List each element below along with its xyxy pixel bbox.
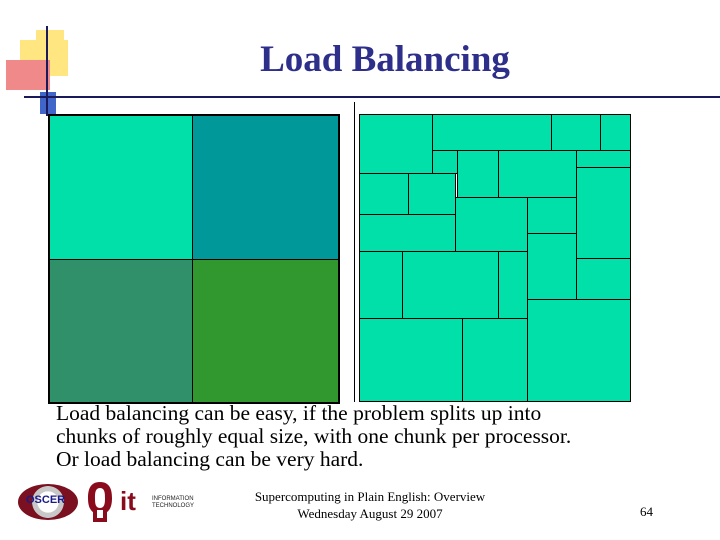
page-number: 64 xyxy=(640,504,653,519)
tile xyxy=(527,233,577,300)
slide-title: Load Balancing xyxy=(260,39,510,80)
tile xyxy=(432,114,552,151)
tile xyxy=(527,197,577,234)
tile xyxy=(600,114,631,151)
tile xyxy=(576,150,631,168)
tile xyxy=(462,318,528,402)
it-logo-caption: INFORMATION TECHNOLOGY xyxy=(152,496,195,509)
tile xyxy=(359,114,433,174)
even-decomposition-grid xyxy=(48,114,340,404)
tile xyxy=(359,214,456,252)
tile xyxy=(408,173,456,215)
tile xyxy=(457,150,499,198)
panel-divider xyxy=(354,102,355,402)
decor-red-block xyxy=(6,60,50,90)
title-underline xyxy=(24,96,720,98)
quadrant-top-right xyxy=(192,115,339,260)
tile xyxy=(576,258,631,301)
body-line: Load balancing can be easy, if the problem splits up into xyxy=(56,401,542,425)
tile xyxy=(359,318,463,402)
tile xyxy=(551,114,601,151)
tile xyxy=(402,251,499,319)
irregular-decomposition-grid xyxy=(359,114,631,402)
body-line: Or load balancing can be very hard. xyxy=(56,447,364,471)
tile xyxy=(576,167,631,259)
it-logo-icon: it xyxy=(120,486,136,516)
oscer-logo-text: OSCER xyxy=(26,494,66,506)
tile xyxy=(359,173,409,215)
tile xyxy=(432,150,458,174)
footer-date: Wednesday August 29 2007 xyxy=(297,506,443,521)
slide-footer xyxy=(240,488,500,522)
tile xyxy=(498,251,528,319)
tile xyxy=(359,251,403,319)
tile xyxy=(455,197,528,252)
quadrant-top-left xyxy=(49,115,193,260)
quadrant-bottom-right xyxy=(192,259,339,403)
decor-vertical-line xyxy=(46,26,48,116)
tile xyxy=(527,299,631,402)
ou-logo-icon xyxy=(84,480,116,524)
body-text xyxy=(56,402,696,471)
footer-logos xyxy=(18,480,208,524)
quadrant-bottom-left xyxy=(49,259,193,403)
body-line: chunks of roughly equal size, with one chunk per processor. xyxy=(56,424,572,448)
footer-course: Supercomputing in Plain English: Overview xyxy=(254,489,486,504)
tile xyxy=(498,150,577,198)
